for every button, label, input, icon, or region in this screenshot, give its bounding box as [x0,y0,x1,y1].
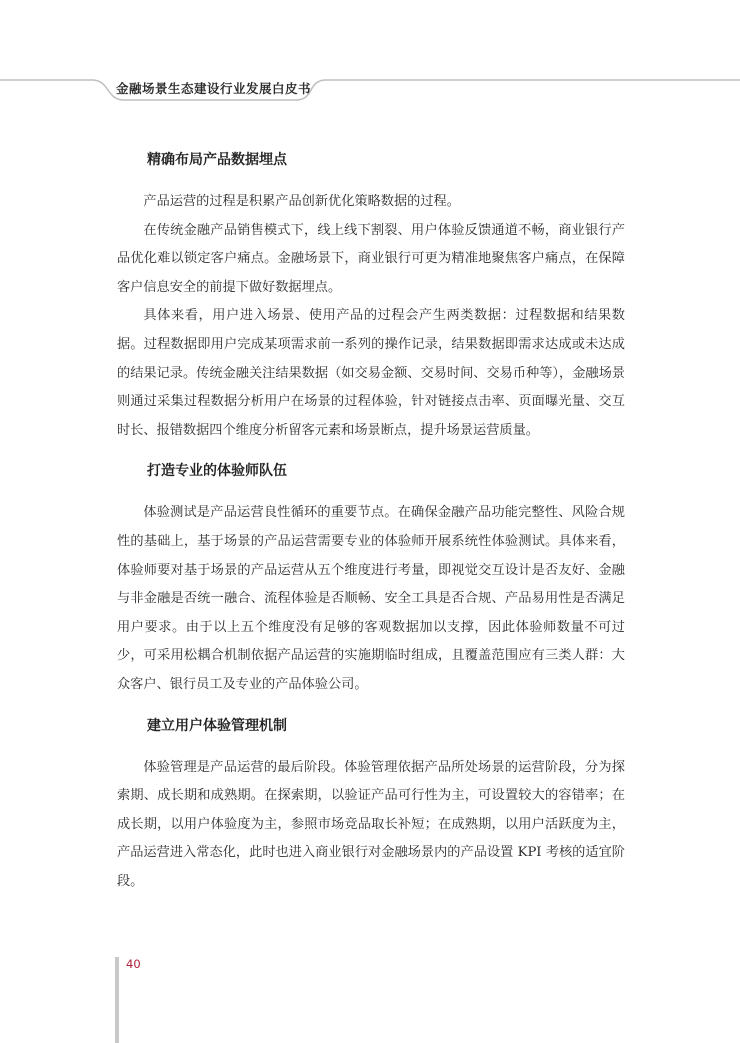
paragraph: 在传统金融产品销售模式下，线上线下割裂、用户体验反馈通道不畅，商业银行产品优化难以锁定客户痛点。金融场景下，商业银行可更为精准地聚焦客户痛点，在保障客户信息安全的前提下做好数据埋点。 [117,222,625,295]
paragraph: 体验测试是产品运营良性循环的重要节点。在确保金融产品功能完整性、风险合规性的基础上，基于场景的产品运营需要专业的体验师开展系统性体验测试。具体来看，体验师要对基于场景的产品运营从五个维度进行考量，即视觉交互设计是否友好、金融与非金融是否统一融合、流程体验是否顺畅、安全工具是否合规、产品易用性是否满足用户要求。由于以上五个维度没有足够的客观数据加以支撑，因此体验师数量不可过少，可采用松耦合机制依据产品运营的实施期临时组成，且覆盖范围应有三类人群：大众客户、银行员工及专业的产品体验公司。 [117,505,625,692]
section-body [117,188,625,445]
paragraph: 具体来看，用户进入场景、使用产品的过程会产生两类数据：过程数据和结果数据。过程数据即用户完成某项需求前一系列的操作记录，结果数据即需求达成或未达成的结果记录。传统金融关注结果数据（如交易金额、交易时间、交易币种等），金融场景则通过采集过程数据分析用户在场景的过程体验，针对链接点击率、页面曝光量、交互时长、报错数据四个维度分析留客元素和场景断点，提升场景运营质量。 [117,308,625,438]
header-title: 金融场景生态建设行业发展白皮书 [116,81,312,96]
paragraph: 产品运营的过程是积累产品创新优化策略数据的过程。 [143,194,460,209]
header-tab-shape [0,0,740,115]
page-number: 40 [126,957,141,971]
section-heading: 精确布局产品数据埋点 [147,152,287,168]
section-body [117,499,625,699]
paragraph: 体验管理是产品运营的最后阶段。体验管理依据产品所处场景的运营阶段，分为探索期、成长期和成熟期。在探索期，以验证产品可行性为主，可设置较大的容错率；在成长期，以用户体验度为主，参照市场竞品取长补短；在成熟期，以用户活跃度为主，产品运营进入常态化，此时也进入商业银行对金融场景内的产品设置 KPI 考核的适宜阶段。 [117,759,625,889]
footer-rule [115,957,119,1043]
section-heading: 建立用户体验管理机制 [147,717,287,734]
main-content [117,148,625,902]
section-heading: 打造专业的体验师队伍 [147,463,287,480]
page-header [0,0,740,115]
section-body [117,754,625,897]
